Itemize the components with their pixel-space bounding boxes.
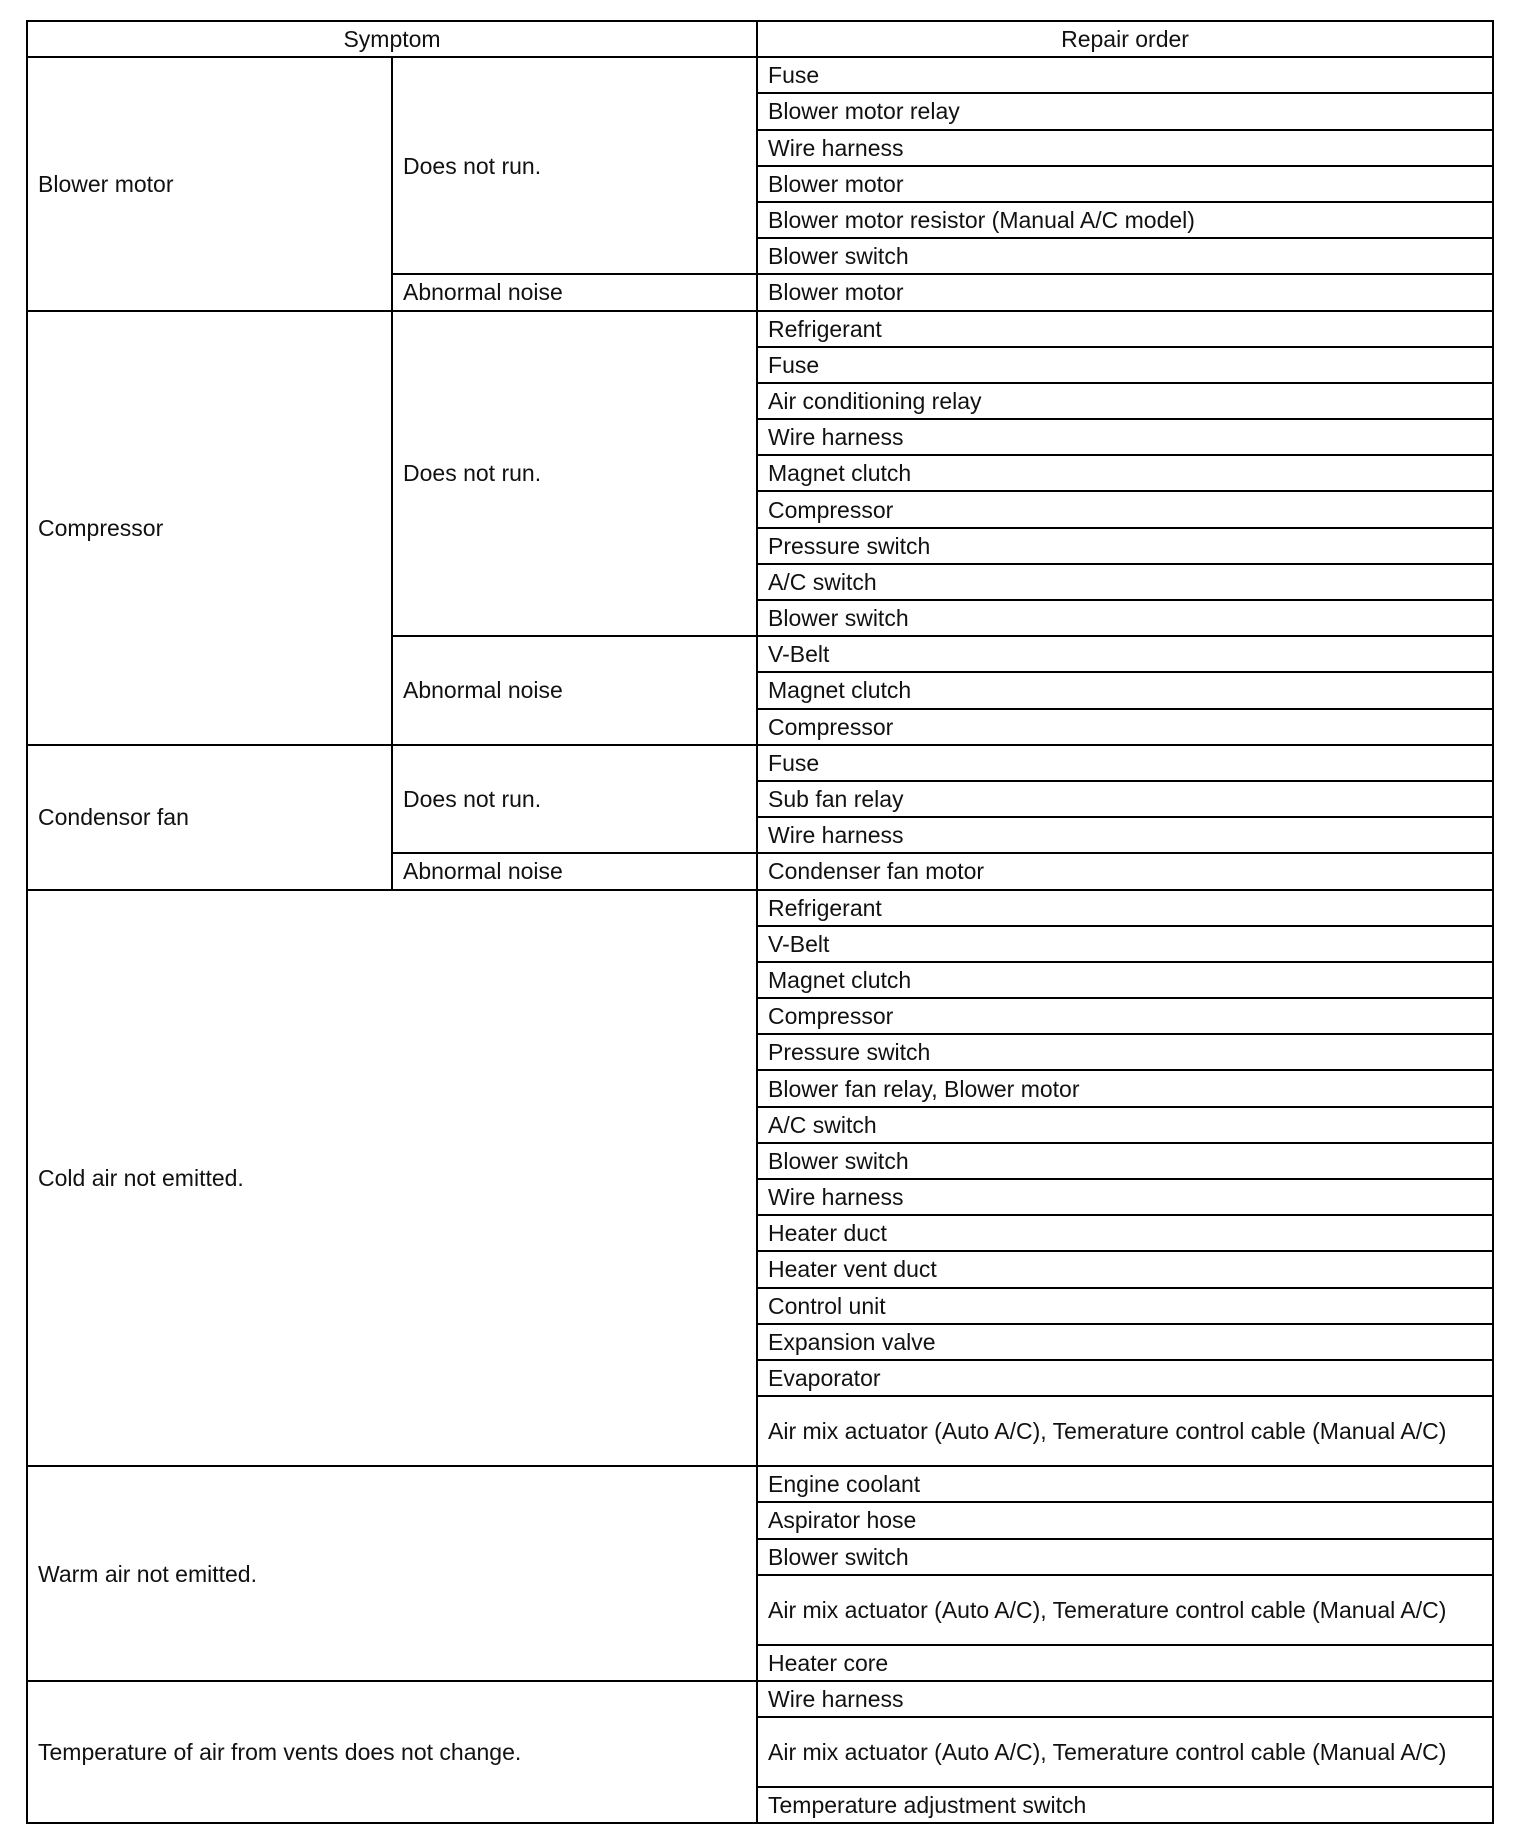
repair-item: Blower fan relay, Blower motor	[757, 1070, 1493, 1106]
repair-item: Magnet clutch	[757, 962, 1493, 998]
repair-item: Sub fan relay	[757, 781, 1493, 817]
repair-item: Heater core	[757, 1645, 1493, 1681]
repair-item: Air mix actuator (Auto A/C), Temerature control cable (Manual A/C)	[757, 1575, 1493, 1645]
repair-item: Compressor	[757, 491, 1493, 527]
repair-item: Condenser fan motor	[757, 853, 1493, 889]
repair-item: Control unit	[757, 1288, 1493, 1324]
troubleshooting-table-container	[26, 20, 1492, 1824]
symptom-group: Temperature of air from vents does not change.	[27, 1681, 757, 1823]
repair-item: Blower motor	[757, 166, 1493, 202]
repair-item: Heater vent duct	[757, 1251, 1493, 1287]
table-row	[27, 311, 1493, 347]
repair-item: Wire harness	[757, 817, 1493, 853]
table-row	[27, 1466, 1493, 1502]
repair-item: Refrigerant	[757, 311, 1493, 347]
symptom-group: Warm air not emitted.	[27, 1466, 757, 1681]
repair-item: A/C switch	[757, 564, 1493, 600]
repair-item: Wire harness	[757, 130, 1493, 166]
repair-item: Fuse	[757, 347, 1493, 383]
repair-item: Pressure switch	[757, 528, 1493, 564]
repair-item: Evaporator	[757, 1360, 1493, 1396]
repair-item: Blower motor resistor (Manual A/C model)	[757, 202, 1493, 238]
repair-item: Blower switch	[757, 1143, 1493, 1179]
repair-item: Engine coolant	[757, 1466, 1493, 1502]
symptom-group: Blower motor	[27, 57, 392, 310]
table-row	[27, 1681, 1493, 1717]
repair-item: Wire harness	[757, 1681, 1493, 1717]
repair-item: Heater duct	[757, 1215, 1493, 1251]
repair-item: Temperature adjustment switch	[757, 1787, 1493, 1823]
repair-item: Pressure switch	[757, 1034, 1493, 1070]
symptom-detail: Does not run.	[392, 745, 757, 854]
repair-item: Aspirator hose	[757, 1502, 1493, 1538]
repair-item: Wire harness	[757, 1179, 1493, 1215]
repair-order-header: Repair order	[757, 21, 1493, 57]
repair-item: Fuse	[757, 745, 1493, 781]
repair-item: Magnet clutch	[757, 455, 1493, 491]
symptom-detail: Does not run.	[392, 57, 757, 274]
table-row	[27, 745, 1493, 781]
header-row	[27, 21, 1493, 57]
symptom-detail: Does not run.	[392, 311, 757, 637]
symptom-detail: Abnormal noise	[392, 636, 757, 745]
repair-item: Air mix actuator (Auto A/C), Temerature control cable (Manual A/C)	[757, 1717, 1493, 1787]
repair-item: Compressor	[757, 709, 1493, 745]
repair-item: Magnet clutch	[757, 672, 1493, 708]
repair-item: Compressor	[757, 998, 1493, 1034]
repair-item: Blower switch	[757, 600, 1493, 636]
repair-item: Wire harness	[757, 419, 1493, 455]
repair-item: Refrigerant	[757, 890, 1493, 926]
symptom-group: Condensor fan	[27, 745, 392, 890]
table-row	[27, 57, 1493, 93]
symptom-group: Compressor	[27, 311, 392, 745]
repair-item: A/C switch	[757, 1107, 1493, 1143]
repair-item: Fuse	[757, 57, 1493, 93]
repair-item: Air conditioning relay	[757, 383, 1493, 419]
symptom-detail: Abnormal noise	[392, 274, 757, 310]
repair-item: V-Belt	[757, 636, 1493, 672]
table-row	[27, 890, 1493, 926]
repair-item: Blower switch	[757, 1539, 1493, 1575]
symptom-header: Symptom	[27, 21, 757, 57]
table-body	[27, 57, 1493, 1823]
repair-item: Expansion valve	[757, 1324, 1493, 1360]
troubleshooting-table	[26, 20, 1494, 1824]
repair-item: Blower switch	[757, 238, 1493, 274]
repair-item: Blower motor	[757, 274, 1493, 310]
repair-item: Air mix actuator (Auto A/C), Temerature control cable (Manual A/C)	[757, 1396, 1493, 1466]
repair-item: Blower motor relay	[757, 93, 1493, 129]
symptom-detail: Abnormal noise	[392, 853, 757, 889]
repair-item: V-Belt	[757, 926, 1493, 962]
symptom-group: Cold air not emitted.	[27, 890, 757, 1467]
